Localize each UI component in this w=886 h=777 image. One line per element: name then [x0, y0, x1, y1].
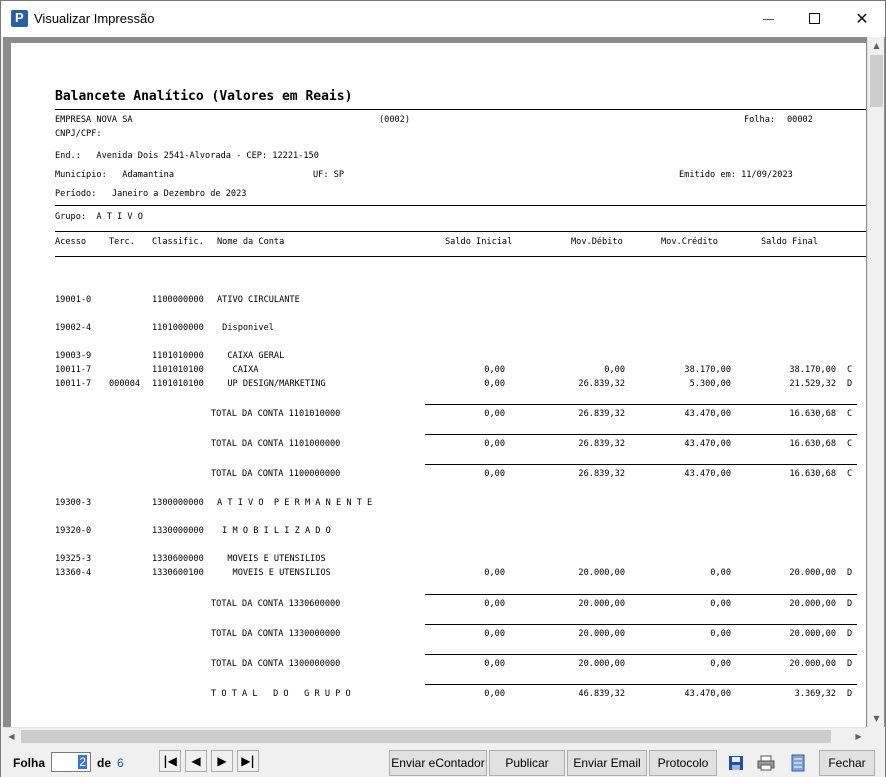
total-separator [425, 684, 857, 685]
protocolo-button[interactable]: Protocolo [649, 750, 717, 776]
row-classif: 1101010000 [152, 351, 204, 361]
col-terc: Terc. [109, 237, 135, 247]
row-mov-debito: 26.839,32 [578, 469, 625, 479]
row-dc: C [847, 439, 853, 449]
title-bar [1, 1, 885, 37]
row-nome: Disponivel [217, 323, 274, 333]
page-current: 2 [79, 755, 86, 769]
maximize-icon [809, 13, 820, 24]
row-mov-credito: 5.300,00 [689, 379, 731, 389]
report-page [11, 43, 866, 727]
total-label: TOTAL DA CONTA 1300000000 [211, 659, 341, 669]
col-mov-credito: Mov.Crédito [661, 237, 718, 247]
row-dc: C [847, 365, 853, 375]
company-code: (0002) [379, 115, 411, 125]
document-icon [791, 754, 805, 772]
last-page-button[interactable] [237, 750, 259, 772]
row-saldo-inicial: 0,00 [484, 659, 505, 669]
print-button[interactable] [755, 750, 777, 776]
row-classif: 1330600100 [152, 568, 204, 578]
first-page-button[interactable] [159, 750, 181, 772]
row-acesso: 19002-4 [55, 323, 92, 333]
fechar-button[interactable]: Fechar [819, 750, 875, 776]
row-saldo-final: 16.630,68 [789, 469, 836, 479]
enviar-econtador-button[interactable]: Enviar eContador [389, 750, 487, 776]
prev-page-button[interactable] [185, 750, 207, 772]
folha-label: Folha [13, 756, 45, 770]
divider [55, 231, 866, 232]
row-saldo-final: 20.000,00 [789, 659, 836, 669]
publicar-button[interactable]: Publicar [489, 750, 565, 776]
row-nome: A T I V O P E R M A N E N T E [217, 498, 373, 508]
row-dc: D [847, 629, 853, 639]
col-acesso: Acesso [55, 237, 87, 247]
row-acesso: 19325-3 [55, 554, 92, 564]
col-saldo-inicial: Saldo Inicial [445, 237, 513, 247]
total-separator [425, 434, 857, 435]
row-saldo-inicial: 0,00 [484, 365, 505, 375]
row-mov-debito: 46.839,32 [578, 689, 625, 699]
row-saldo-inicial: 0,00 [484, 689, 505, 699]
row-nome: CAIXA [217, 365, 259, 375]
total-separator [425, 464, 857, 465]
close-icon: ✕ [855, 9, 869, 28]
row-mov-debito: 26.839,32 [578, 439, 625, 449]
sheet-number: 00002 [787, 115, 813, 125]
row-mov-debito: 20.000,00 [578, 568, 625, 578]
row-nome: ATIVO CIRCULANTE [217, 295, 300, 305]
minimize-button[interactable] [746, 1, 792, 37]
row-saldo-inicial: 0,00 [484, 409, 505, 419]
row-mov-credito: 43.470,00 [684, 689, 731, 699]
total-label: TOTAL DA CONTA 1100000000 [211, 469, 341, 479]
row-saldo-final: 20.000,00 [789, 568, 836, 578]
row-nome: MOVEIS E UTENSILIOS [217, 568, 331, 578]
total-label: TOTAL DA CONTA 1330000000 [211, 629, 341, 639]
preview-area [3, 37, 885, 727]
company-name: EMPRESA NOVA SA [55, 115, 133, 125]
row-saldo-final: 16.630,68 [789, 409, 836, 419]
bottom-toolbar [1, 745, 885, 777]
row-nome: MOVEIS E UTENSILIOS [217, 554, 326, 564]
uf: UF: SP [313, 170, 345, 180]
row-classif: 1330600000 [152, 554, 204, 564]
row-classif: 1101010100 [152, 365, 204, 375]
de-label: de [97, 756, 112, 770]
next-page-button[interactable] [211, 750, 233, 772]
total-separator [425, 654, 857, 655]
row-dc: D [847, 379, 853, 389]
next-page-icon: ▶ [217, 754, 227, 768]
row-saldo-final: 3.369,32 [794, 689, 836, 699]
row-dc: D [847, 689, 853, 699]
first-page-icon: |◀ [163, 754, 177, 768]
row-saldo-final: 20.000,00 [789, 629, 836, 639]
row-mov-debito: 20.000,00 [578, 659, 625, 669]
total-label: T O T A L D O G R U P O [211, 689, 351, 699]
report-title: Balancete Analítico (Valores em Reais) [55, 89, 353, 104]
scroll-right-icon[interactable]: ▶ [855, 732, 862, 741]
col-classif: Classific. [152, 237, 204, 247]
printer-icon [757, 755, 775, 771]
total-separator [425, 594, 857, 595]
cnpj-label: CNPJ/CPF: [55, 129, 102, 139]
page-total: 6 [117, 756, 124, 770]
row-saldo-inicial: 0,00 [484, 379, 505, 389]
periodo: Período: Janeiro a Dezembro de 2023 [55, 189, 247, 199]
total-label: TOTAL DA CONTA 1101000000 [211, 439, 341, 449]
row-dc: D [847, 659, 853, 669]
row-mov-debito: 26.839,32 [578, 379, 625, 389]
row-acesso: 10011-7 [55, 379, 92, 389]
row-saldo-final: 16.630,68 [789, 439, 836, 449]
row-classif: 1101000000 [152, 323, 204, 333]
row-acesso: 13360-4 [55, 568, 92, 578]
row-nome: CAIXA GERAL [217, 351, 285, 361]
row-nome: I M O B I L I Z A D O [217, 526, 331, 536]
divider [55, 256, 866, 257]
last-page-icon: ▶| [241, 754, 255, 768]
row-dc: C [847, 409, 853, 419]
row-dc: D [847, 568, 853, 578]
row-terc: 000004 [109, 379, 141, 389]
row-classif: 1100000000 [152, 295, 204, 305]
municipio: Município: Adamantina [55, 170, 174, 180]
row-saldo-inicial: 0,00 [484, 629, 505, 639]
row-mov-credito: 43.470,00 [684, 469, 731, 479]
row-saldo-inicial: 0,00 [484, 439, 505, 449]
row-dc: D [847, 599, 853, 609]
row-mov-credito: 0,00 [710, 568, 731, 578]
row-saldo-final: 20.000,00 [789, 599, 836, 609]
scroll-thumb[interactable] [870, 55, 883, 107]
total-separator [425, 404, 857, 405]
address: End.: Avenida Dois 2541-Alvorada - CEP: 12221-150 [55, 151, 319, 161]
col-mov-debito: Mov.Débito [571, 237, 623, 247]
app-logo-icon [11, 10, 28, 27]
row-mov-debito: 26.839,32 [578, 409, 625, 419]
scroll-left-icon[interactable]: ◀ [8, 732, 15, 741]
row-mov-debito: 0,00 [604, 365, 625, 375]
scroll-up-icon[interactable]: ▲ [873, 41, 880, 50]
row-dc: C [847, 469, 853, 479]
row-mov-credito: 43.470,00 [684, 409, 731, 419]
close-window-button[interactable] [839, 1, 885, 37]
row-saldo-inicial: 0,00 [484, 599, 505, 609]
row-mov-credito: 38.170,00 [684, 365, 731, 375]
vertical-scrollbar[interactable] [867, 37, 884, 727]
scroll-down-icon[interactable]: ▼ [873, 714, 880, 723]
total-label: TOTAL DA CONTA 1101010000 [211, 409, 341, 419]
row-classif: 1330000000 [152, 526, 204, 536]
row-classif: 1101010100 [152, 379, 204, 389]
total-separator [425, 624, 857, 625]
row-acesso: 19001-0 [55, 295, 92, 305]
row-saldo-final: 21.529,32 [789, 379, 836, 389]
maximize-button[interactable] [792, 1, 838, 37]
row-acesso: 19300-3 [55, 498, 92, 508]
total-label: TOTAL DA CONTA 1330600000 [211, 599, 341, 609]
minimize-icon [763, 19, 774, 20]
row-mov-debito: 20.000,00 [578, 629, 625, 639]
row-saldo-final: 38.170,00 [789, 365, 836, 375]
prev-page-icon: ◀ [191, 754, 201, 768]
save-icon [728, 755, 744, 771]
row-mov-credito: 0,00 [710, 629, 731, 639]
row-classif: 1300000000 [152, 498, 204, 508]
scroll-corner [867, 727, 885, 744]
page-number-input[interactable] [51, 752, 91, 772]
divider [55, 109, 866, 110]
export-button[interactable] [787, 750, 809, 776]
row-acesso: 19003-9 [55, 351, 92, 361]
row-mov-debito: 20.000,00 [578, 599, 625, 609]
window-title: Visualizar Impressão [34, 11, 155, 26]
row-mov-credito: 0,00 [710, 659, 731, 669]
enviar-email-button[interactable]: Enviar Email [567, 750, 647, 776]
row-mov-credito: 0,00 [710, 599, 731, 609]
grupo: Grupo: A T I V O [55, 212, 143, 222]
save-button[interactable] [725, 750, 747, 776]
row-saldo-inicial: 0,00 [484, 568, 505, 578]
row-mov-credito: 43.470,00 [684, 439, 731, 449]
row-nome: UP DESIGN/MARKETING [217, 379, 326, 389]
scroll-thumb[interactable] [21, 730, 831, 743]
row-acesso: 10011-7 [55, 365, 92, 375]
sheet-label: Folha: [744, 115, 776, 125]
row-acesso: 19320-0 [55, 526, 92, 536]
emitido: Emitido em: 11/09/2023 [679, 170, 793, 180]
col-saldo-final: Saldo Final [761, 237, 818, 247]
row-saldo-inicial: 0,00 [484, 469, 505, 479]
divider [55, 205, 866, 206]
horizontal-scrollbar[interactable] [3, 727, 867, 744]
col-nome: Nome da Conta [217, 237, 285, 247]
